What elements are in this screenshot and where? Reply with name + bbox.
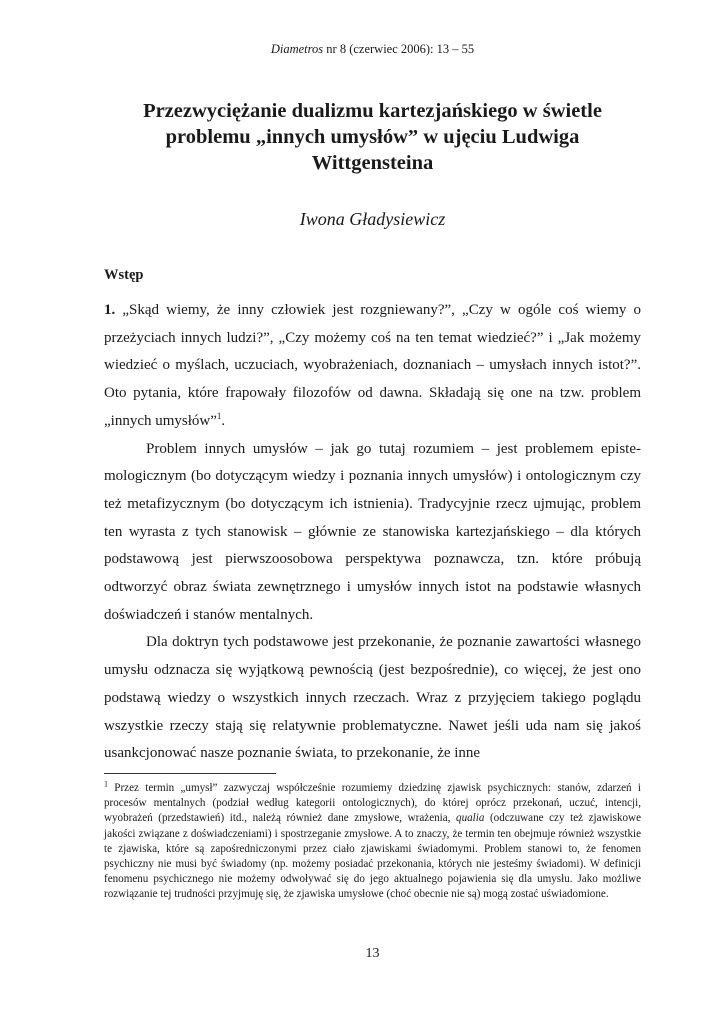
footnote-italic-term: qualia (456, 812, 485, 825)
footnote-text-2: (odczuwane czy też zjawiskowe jakości związane z doświadczeniami) i spostrzeganie zmysłowe. A to znaczy, że termin ten obejmuje również wszystkie te zjawiska, które są zapośredniczonymi przez ciało zjawiskami świadomymi. Problem stanowi to, że fenomen psychiczny nie musi być świadomy (np. możemy posiadać przekonania, których nie jesteśmy świadomi). W definicji fenomenu psychicznego nie możemy odwoływać się do jego aktualnego pojawienia się dla umysłu. Jako możliwe rozwiązanie tej trudności przyjmuję się, że zjawiska umysłowe (choć obecnie nie są) mogą zostać uświadomione. (104, 812, 641, 901)
footnote-divider (104, 773, 276, 774)
paragraph-3: Dla doktryn tych podstawowe jest przekonanie, że poznanie zawartości własnego umysłu odznacza się wyjątkową pewnością (jest bezpośrednie), co więcej, że jest ono podstawą wiedzy o wszystkich innych rzeczach. Wraz z przyjęciem takiego poglądu wszystkie rzeczy stają się relatywnie problematyczne. Nawet jeśli uda nam się jakoś usankcjonować nasze poznanie świata, to przekonanie, że inne (104, 634, 641, 762)
journal-header (104, 42, 641, 57)
article-title: Przezwyciężanie dualizmu kartezjańskiego w świetle problemu „innych umysłów” w ujęciu Ludwiga Wittgensteina (143, 100, 602, 174)
footnote-text-1: Przez termin „umysł” zazwyczaj współcześnie rozumiemy dziedzinę zjawisk psychicznych: stanów, zdarzeń i procesów mentalnych (podział według kategorii ontologicznych), do której oprócz przekonań, uczuć, intencji, wyobrażeń (przedstawień) itd., należą również dane zmysłowe, wrażenia, (104, 782, 641, 825)
paragraph-1 (104, 297, 641, 436)
section-heading: Wstęp (104, 267, 144, 283)
journal-citation: nr 8 (czerwiec 2006): 13 – 55 (326, 42, 475, 56)
body-text (104, 297, 641, 768)
paragraph-1-end: . (221, 412, 226, 429)
footnote-mark: 1 (104, 779, 108, 789)
page-number: 13 (365, 946, 380, 961)
paragraph-number: 1. (104, 302, 116, 318)
journal-name: Diametros (270, 42, 324, 56)
paragraph-1-text: „Skąd wiemy, że inny człowiek jest rozgniewany?”, „Czy w ogóle coś wiemy o przeżyciach innych ludzi?”, „Czy możemy coś na ten temat wiedzieć?” i „Jak możemy wiedzieć o myślach, uczuciach, wyobrażeniach, doznaniach – umysłach innych istot?”. Oto pytania, które frapowały filozofów od dawna. Składają się one na tzw. problem „innych umysłów” (104, 302, 641, 429)
paragraph-2: Problem innych umysłów – jak go tutaj rozumiem – jest problemem epistemologicznym (bo dotyczącym wiedzy i poznania innych umysłów) i ontologicznym czy też metafizycznym (bo dotyczącym ich istnienia). Tradycyjnie rzecz ujmując, problem ten wyrasta z tych stanowisk – głównie ze stanowiska kartezjańskiego – dla których podstawową jest pierwszoosobowa perspektywa poznawcza, tzn. które próbują odtworzyć obraz świata zewnętrznego i umysłów innych istot na podstawie własnych doświadczeń i stanów mentalnych. (104, 440, 641, 623)
footnote-reference[interactable]: 1 (216, 410, 222, 421)
footnote (104, 781, 641, 903)
article-author: Iwona Gładysiewicz (299, 209, 446, 229)
